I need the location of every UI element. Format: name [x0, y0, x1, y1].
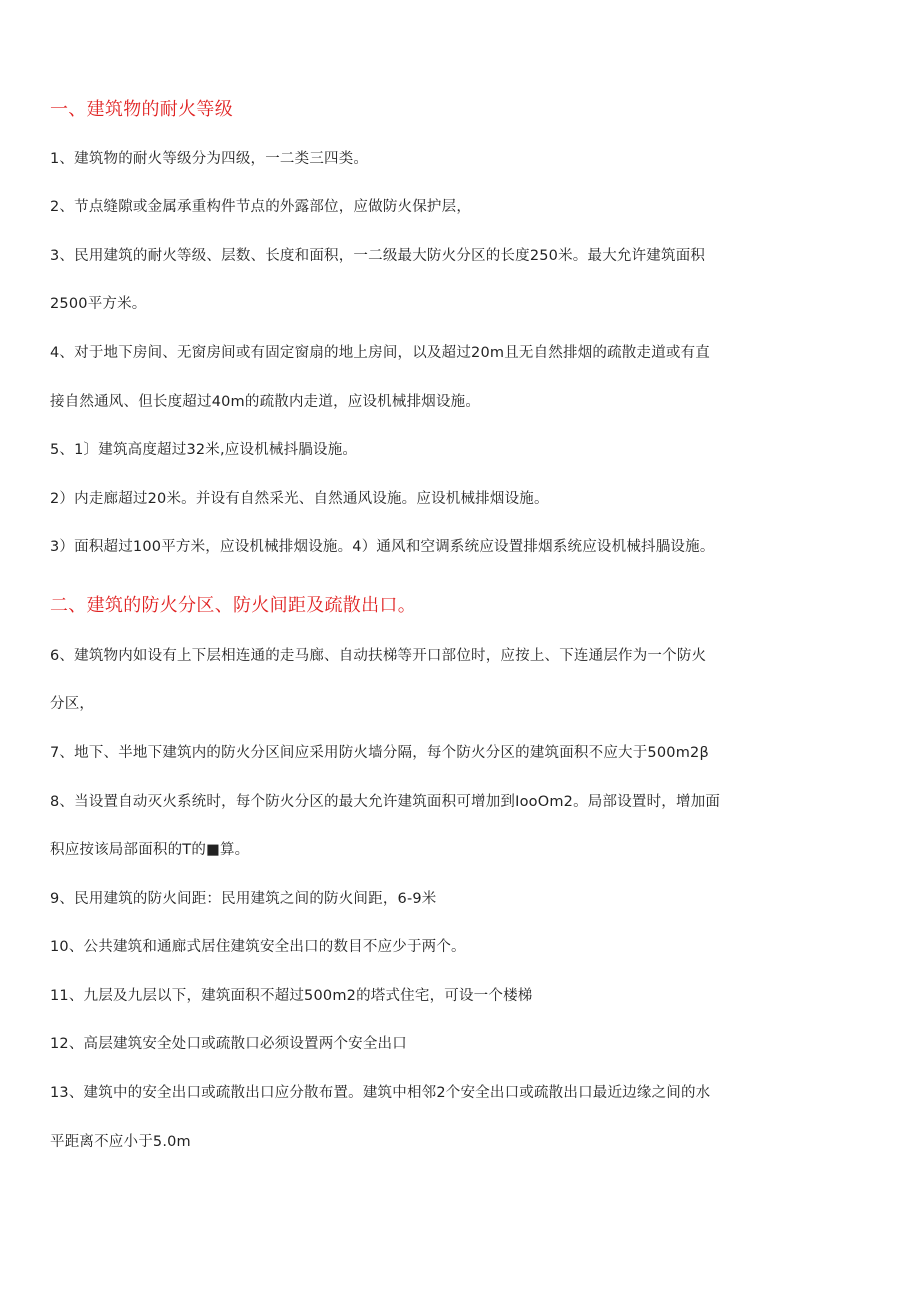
text-line-15: 9、民用建筑的防火间距：民用建筑之间的防火间距，6-9米: [50, 891, 437, 907]
text-line-7: 5、1〕建筑高度超过32米,应设机械抖腡设施。: [50, 442, 358, 458]
text-line-5: 4、对于地下房间、无窗房间或有固定窗扇的地上房间，以及超过20m且无自然排烟的疏散走道或有直: [50, 345, 710, 361]
text-line-11: 分区，: [50, 696, 95, 712]
text-line-13: 8、当设置自动灭火系统时，每个防火分区的最大允许建筑面积可增加到IooOm2。局部设置时，增加面: [50, 794, 721, 810]
text-line-12: 7、地下、半地下建筑内的防火分区间应采用防火墙分隔，每个防火分区的建筑面积不应大于500m2β: [50, 745, 709, 761]
text-line-3: 3、民用建筑的耐火等级、层数、长度和面积，一二级最大防火分区的长度250米。最大允许建筑面积: [50, 248, 706, 264]
section-1-heading: 一、建筑物的耐火等级: [50, 99, 233, 120]
text-line-20: 平距离不应小于5.0m: [50, 1134, 191, 1150]
text-line-16: 10、公共建筑和通廊式居住建筑安全出口的数目不应少于两个。: [50, 939, 466, 955]
text-line-6: 接自然通风、但长度超过40m的疏散内走道，应设机械排烟设施。: [50, 394, 481, 410]
text-line-19: 13、建筑中的安全出口或疏散出口应分散布置。建筑中相邻2个安全出口或疏散出口最近边缘之间的水: [50, 1085, 711, 1101]
text-line-10: 6、建筑物内如设有上下层相连通的走马廊、自动扶梯等开口部位时，应按上、下连通层作为一个防火: [50, 648, 707, 664]
text-line-17: 11、九层及九层以下，建筑面积不超过500m2的塔式住宅，可设一个楼梯: [50, 988, 533, 1004]
text-line-1: 1、建筑物的耐火等级分为四级，一二类三四类。: [50, 151, 369, 167]
text-line-14: 积应按该局部面积的T的■算。: [50, 842, 250, 858]
text-line-8: 2）内走廊超过20米。并设有自然采光、自然通风设施。应设机械排烟设施。: [50, 491, 549, 507]
section-2-heading: 二、建筑的防火分区、防火间距及疏散出口。: [50, 595, 416, 616]
text-line-2: 2、节点缝隙或金属承重构件节点的外露部位，应做防火保护层，: [50, 199, 472, 215]
text-line-18: 12、高层建筑安全处口或疏散口必须设置两个安全出口: [50, 1036, 407, 1052]
text-line-9: 3）面积超过100平方米，应设机械排烟设施。4）通风和空调系统应设置排烟系统应设机械抖腡设施。: [50, 539, 715, 555]
text-line-4: 2500平方米。: [50, 296, 147, 312]
